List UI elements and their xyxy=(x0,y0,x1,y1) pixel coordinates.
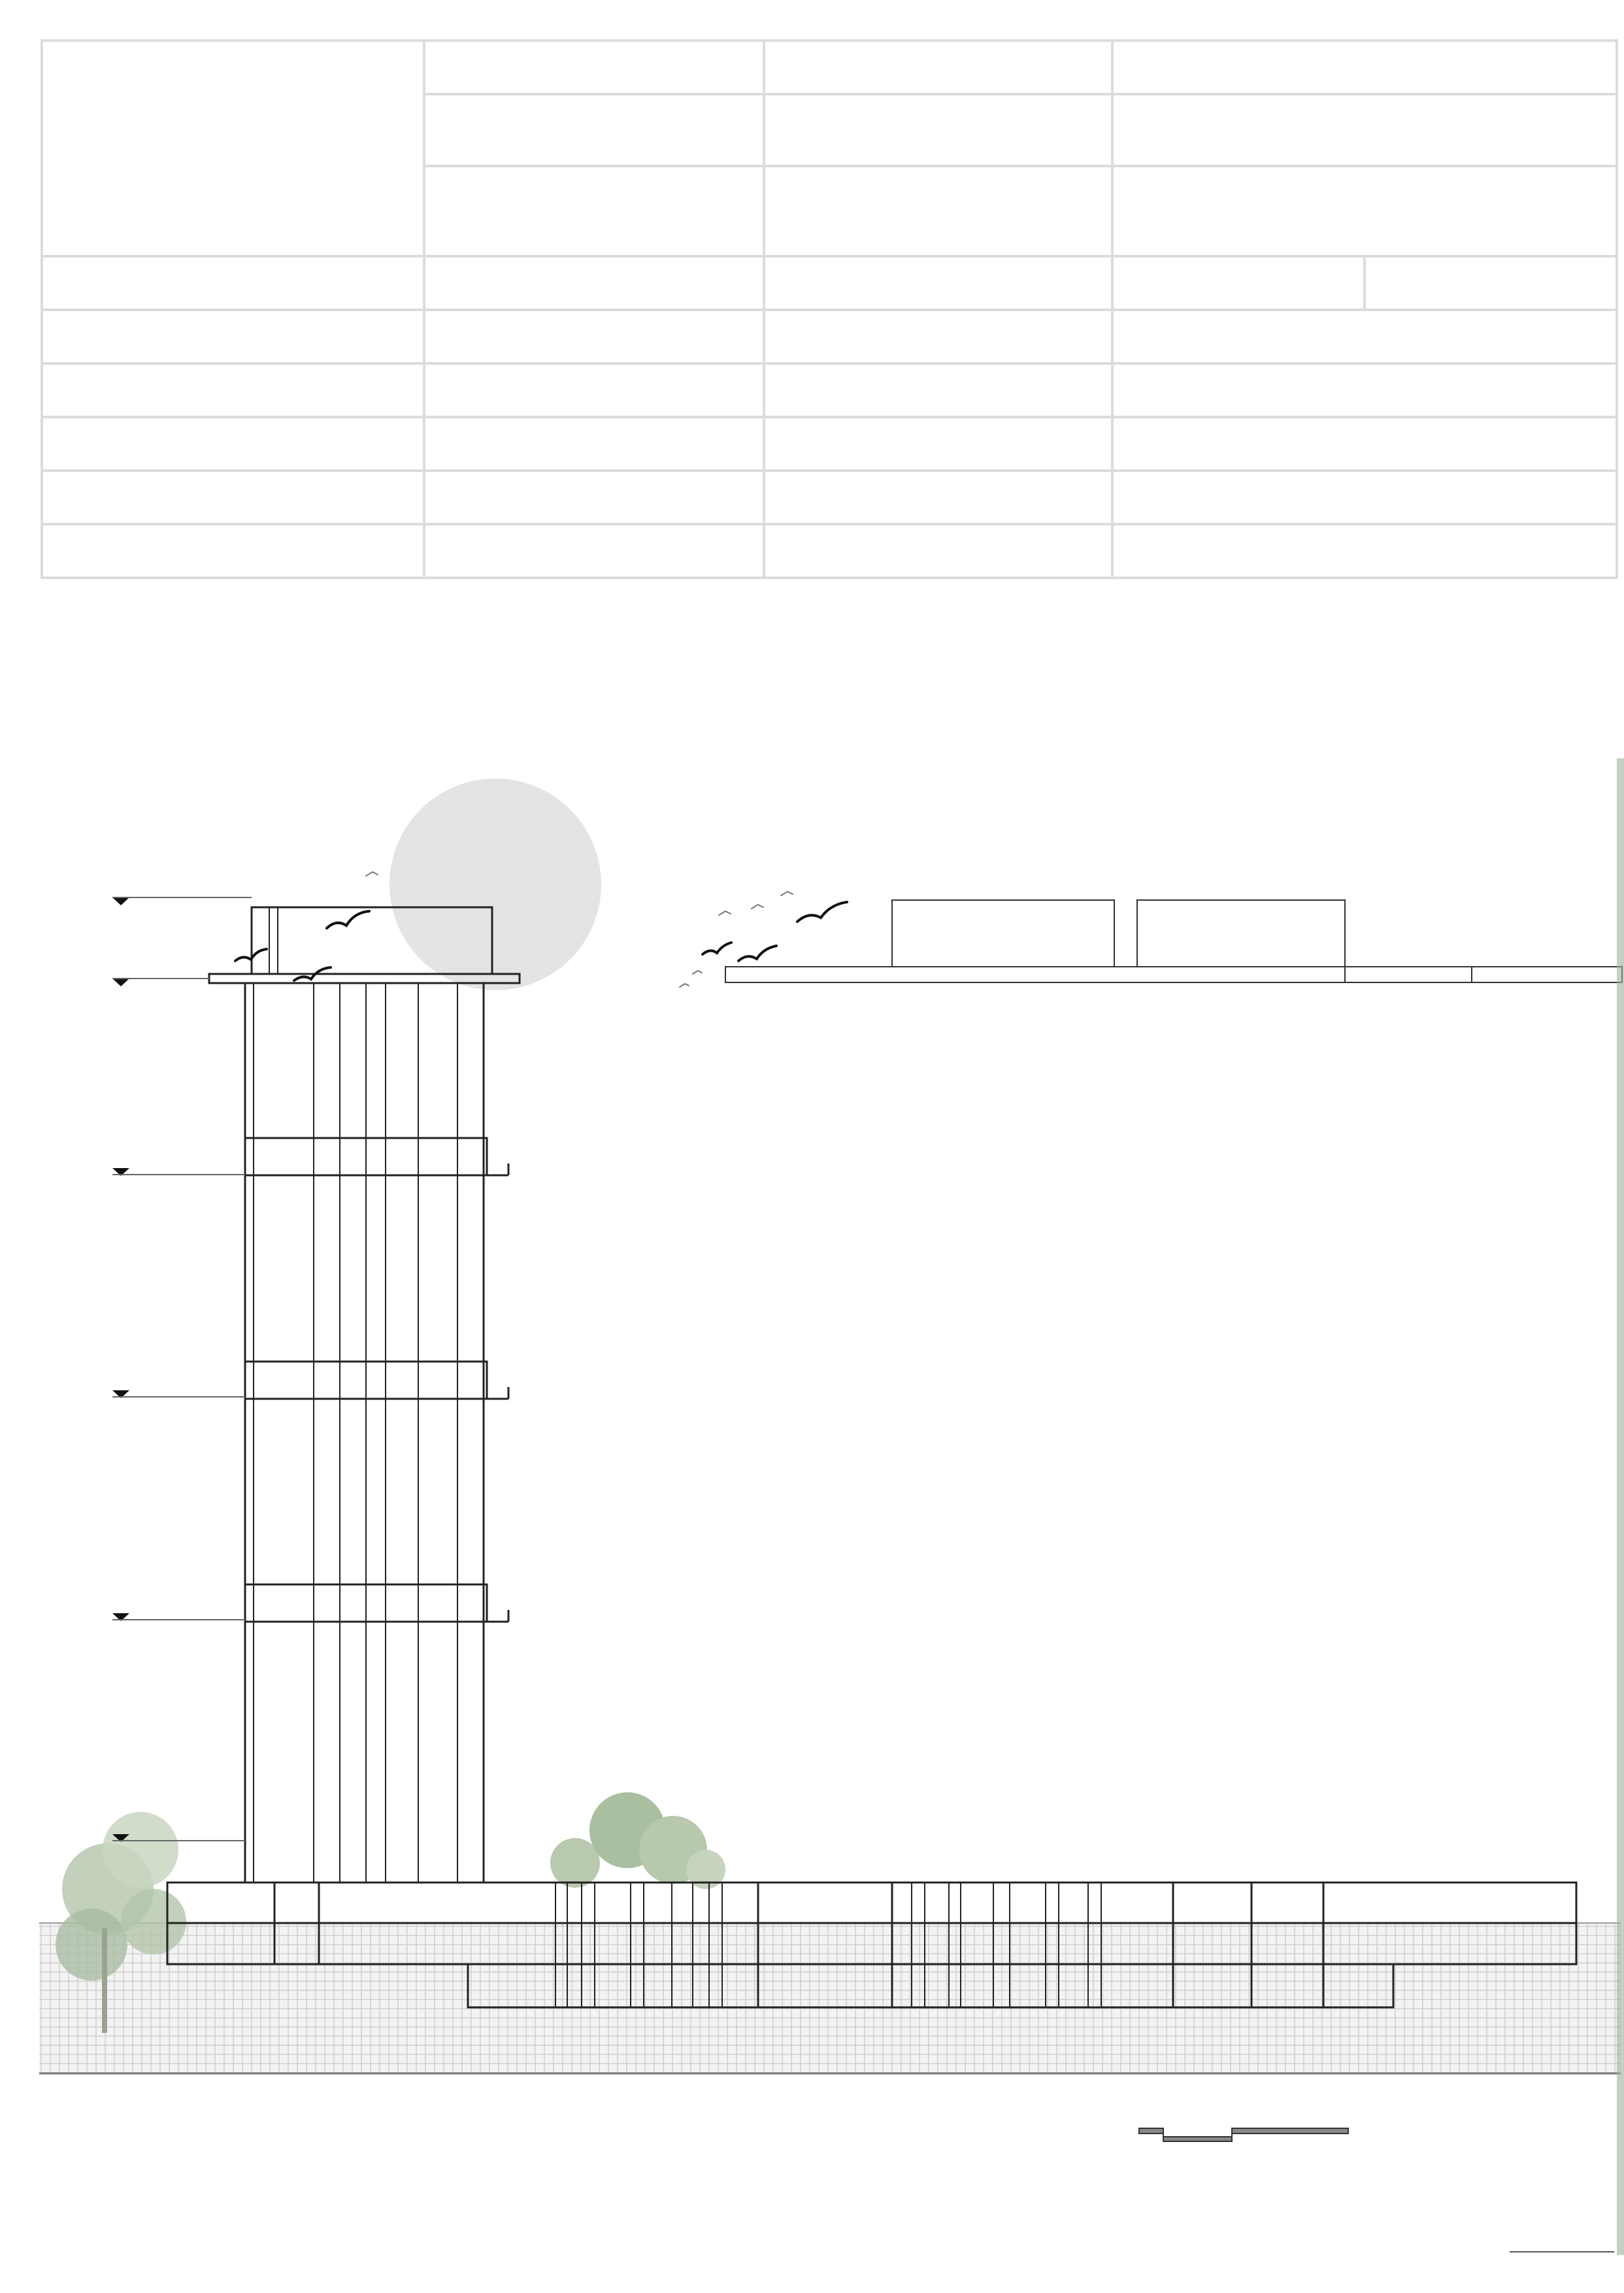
section-aa-drawing xyxy=(0,758,1624,2293)
parking-value xyxy=(1112,471,1617,524)
table-row xyxy=(42,256,1617,310)
tower-1-header xyxy=(424,166,764,256)
total-units-label xyxy=(424,94,764,166)
level-markers xyxy=(112,897,252,1842)
parking-value xyxy=(1112,363,1617,417)
table-row xyxy=(42,524,1617,578)
level-46-2-marker xyxy=(112,1390,245,1398)
used-fsi-label xyxy=(424,41,764,94)
tower-1-value xyxy=(424,417,764,471)
tower-1-value xyxy=(424,256,764,310)
tower-2-value xyxy=(764,417,1112,471)
ground-hatch xyxy=(39,1923,1621,2073)
parking-value-extra xyxy=(1365,256,1617,310)
row-label xyxy=(42,363,424,417)
row-label xyxy=(42,417,424,471)
level-26-4-marker xyxy=(112,1613,245,1621)
tree-center xyxy=(550,1792,725,1889)
sun-circle xyxy=(389,778,601,990)
tower-1-value xyxy=(424,524,764,578)
level-66-marker xyxy=(112,1168,245,1176)
level-88-marker xyxy=(112,897,252,905)
parking-calculations-title xyxy=(1112,41,1617,94)
scooter-parking-total xyxy=(1112,94,1617,166)
tower-2-value xyxy=(764,310,1112,363)
tower-1-value xyxy=(424,471,764,524)
tower-2-elevation xyxy=(725,900,1622,982)
calculations-table xyxy=(41,39,1618,579)
table-row xyxy=(42,471,1617,524)
row-label xyxy=(42,256,424,310)
tower-2-header xyxy=(764,166,1112,256)
tower-1-value xyxy=(424,363,764,417)
row-label xyxy=(42,310,424,363)
table-row xyxy=(42,310,1617,363)
tower-2-value xyxy=(764,256,1112,310)
table-row xyxy=(42,363,1617,417)
row-label xyxy=(42,524,424,578)
tower-1-section xyxy=(209,907,520,1883)
row-label xyxy=(42,471,424,524)
tower-2-value xyxy=(764,363,1112,417)
table-corner-cell xyxy=(42,41,424,256)
used-fsi-value xyxy=(764,41,1112,94)
scale-bar xyxy=(1139,2128,1348,2141)
tower-2-value xyxy=(764,471,1112,524)
table-row xyxy=(42,417,1617,471)
tower-1-value xyxy=(424,310,764,363)
total-units-value xyxy=(764,94,1112,166)
parking-value xyxy=(1112,310,1617,363)
parking-value xyxy=(1112,524,1617,578)
parking-value xyxy=(1112,256,1365,310)
parking-value xyxy=(1112,417,1617,471)
four-wheeler-parking-total xyxy=(1112,166,1617,256)
level-82-5-marker xyxy=(112,979,209,986)
tower-2-value xyxy=(764,524,1112,578)
